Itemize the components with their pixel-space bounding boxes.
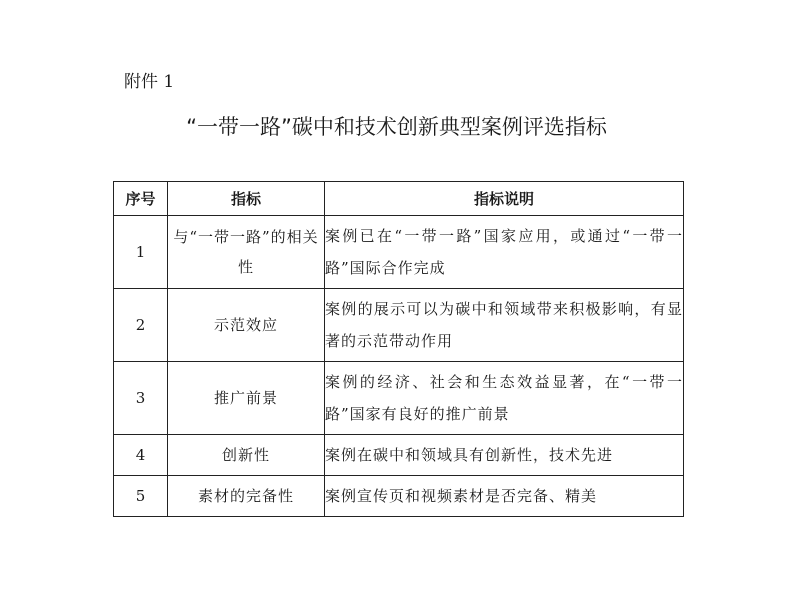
criterion-description: 案例在碳中和领域具有创新性，技术先进 — [325, 435, 684, 476]
table-row — [114, 216, 684, 289]
table-row — [114, 289, 684, 362]
header-serial-number: 序号 — [114, 182, 168, 216]
criterion-name: 推广前景 — [168, 362, 325, 435]
header-criterion-description: 指标说明 — [325, 182, 684, 216]
criterion-name: 创新性 — [168, 435, 325, 476]
table-row — [114, 362, 684, 435]
criterion-description: 案例已在“一带一路”国家应用，或通过“一带一路”国际合作完成 — [325, 216, 684, 289]
criterion-description: 案例的展示可以为碳中和领域带来积极影响，有显著的示范带动作用 — [325, 289, 684, 362]
row-number: 1 — [114, 216, 168, 289]
header-criterion: 指标 — [168, 182, 325, 216]
row-number: 3 — [114, 362, 168, 435]
attachment-label: 附件 1 — [124, 72, 175, 92]
row-number: 2 — [114, 289, 168, 362]
row-number: 5 — [114, 476, 168, 517]
criterion-description: 案例的经济、社会和生态效益显著，在“一带一路”国家有良好的推广前景 — [325, 362, 684, 435]
table-header-row — [114, 182, 684, 216]
criteria-table — [113, 181, 684, 517]
document-title: “一带一路”碳中和技术创新典型案例评选指标 — [186, 115, 607, 139]
table-row — [114, 435, 684, 476]
criterion-description: 案例宣传页和视频素材是否完备、精美 — [325, 476, 684, 517]
table-row — [114, 476, 684, 517]
row-number: 4 — [114, 435, 168, 476]
criterion-name: 与“一带一路”的相关性 — [168, 216, 325, 289]
criterion-name: 素材的完备性 — [168, 476, 325, 517]
criterion-name: 示范效应 — [168, 289, 325, 362]
